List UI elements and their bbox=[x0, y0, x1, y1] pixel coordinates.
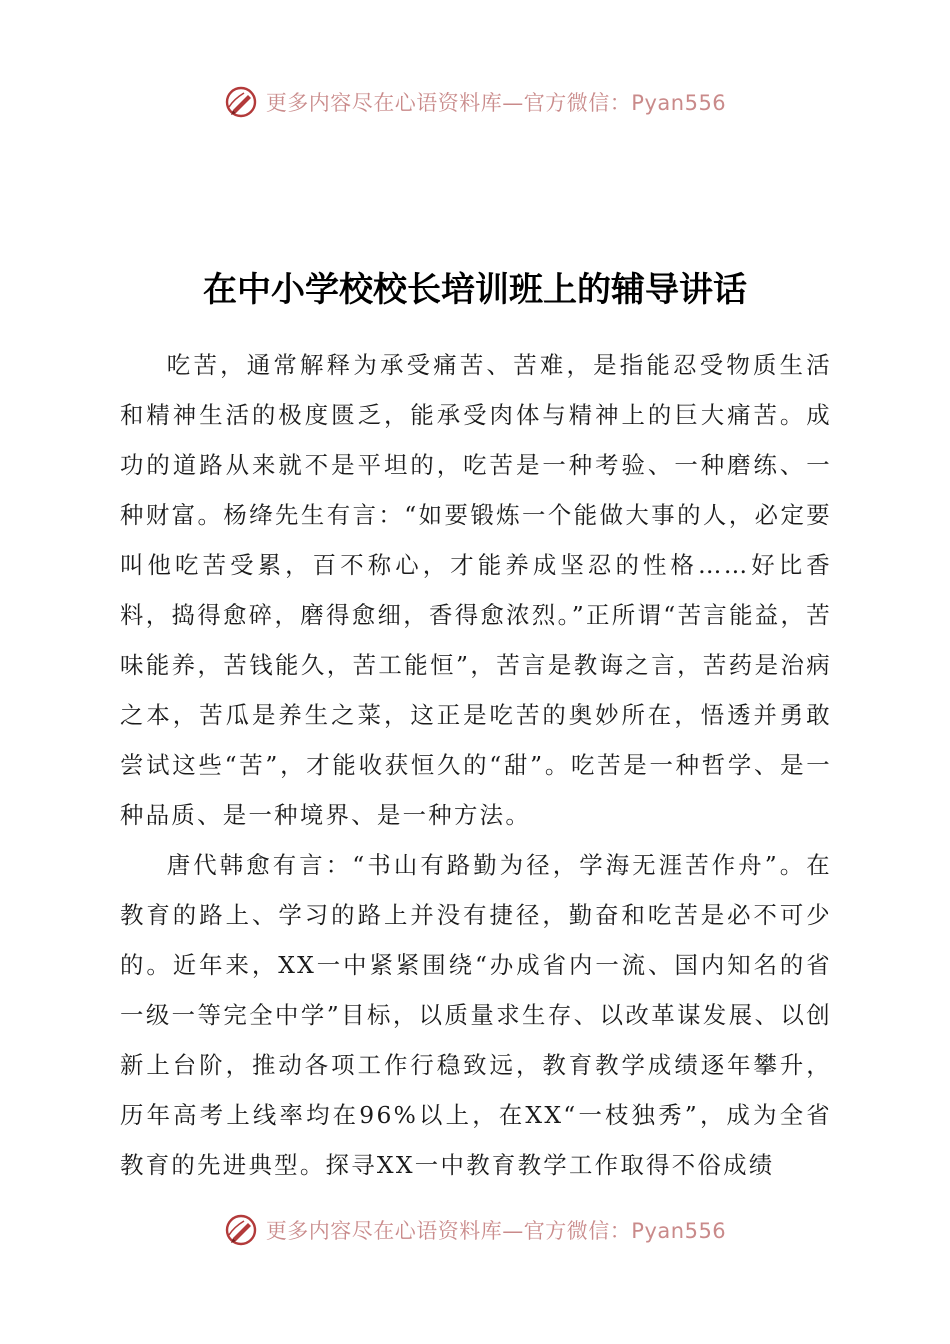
pen-circle-logo-icon bbox=[224, 1213, 258, 1247]
paragraph: 吃苦，通常解释为承受痛苦、苦难，是指能忍受物质生活和精神生活的极度匮乏，能承受肉体与精神上的巨大痛苦。成功的道路从来就不是平坦的，吃苦是一种考验、一种磨练、一种财富。杨绛先生有言：“如要锻炼一个能做大事的人，必定要叫他吃苦受累，百不称心，才能养成坚忍的性格……好比香料，捣得愈碎，磨得愈细，香得愈浓烈。”正所谓“苦言能益，苦味能养，苦钱能久，苦工能恒”，苦言是教诲之言，苦药是治病之本，苦瓜是养生之菜，这正是吃苦的奥妙所在，悟透并勇敢尝试这些“苦”，才能收获恒久的“甜”。吃苦是一种哲学、是一种品质、是一种境界、是一种方法。 bbox=[120, 351, 832, 829]
watermark-text: 更多内容尽在心语资料库—官方微信：Pyan556 bbox=[265, 1219, 727, 1243]
footer-watermark bbox=[0, 1210, 950, 1250]
paragraph: 唐代韩愈有言：“书山有路勤为径，学海无涯苦作舟”。在教育的路上、学习的路上并没有捷径，勤奋和吃苦是必不可少的。近年来，XX一中紧紧围绕“办成省内一流、国内知名的省一级一等完全中学”目标，以质量求生存、以改革谋发展、以创新上台阶，推动各项工作行稳致远，教育教学成绩逐年攀升，历年高考上线率均在96%以上，在XX“一枝独秀”，成为全省教育的先进典型。探寻XX一中教育教学工作取得不俗成绩 bbox=[120, 851, 832, 1179]
watermark-text: 更多内容尽在心语资料库—官方微信：Pyan556 bbox=[265, 91, 727, 115]
document-title: 在中小学校校长培训班上的辅导讲话 bbox=[203, 270, 747, 310]
header-watermark bbox=[0, 82, 950, 122]
pen-circle-logo-icon bbox=[224, 85, 258, 119]
document-body bbox=[120, 340, 832, 1190]
